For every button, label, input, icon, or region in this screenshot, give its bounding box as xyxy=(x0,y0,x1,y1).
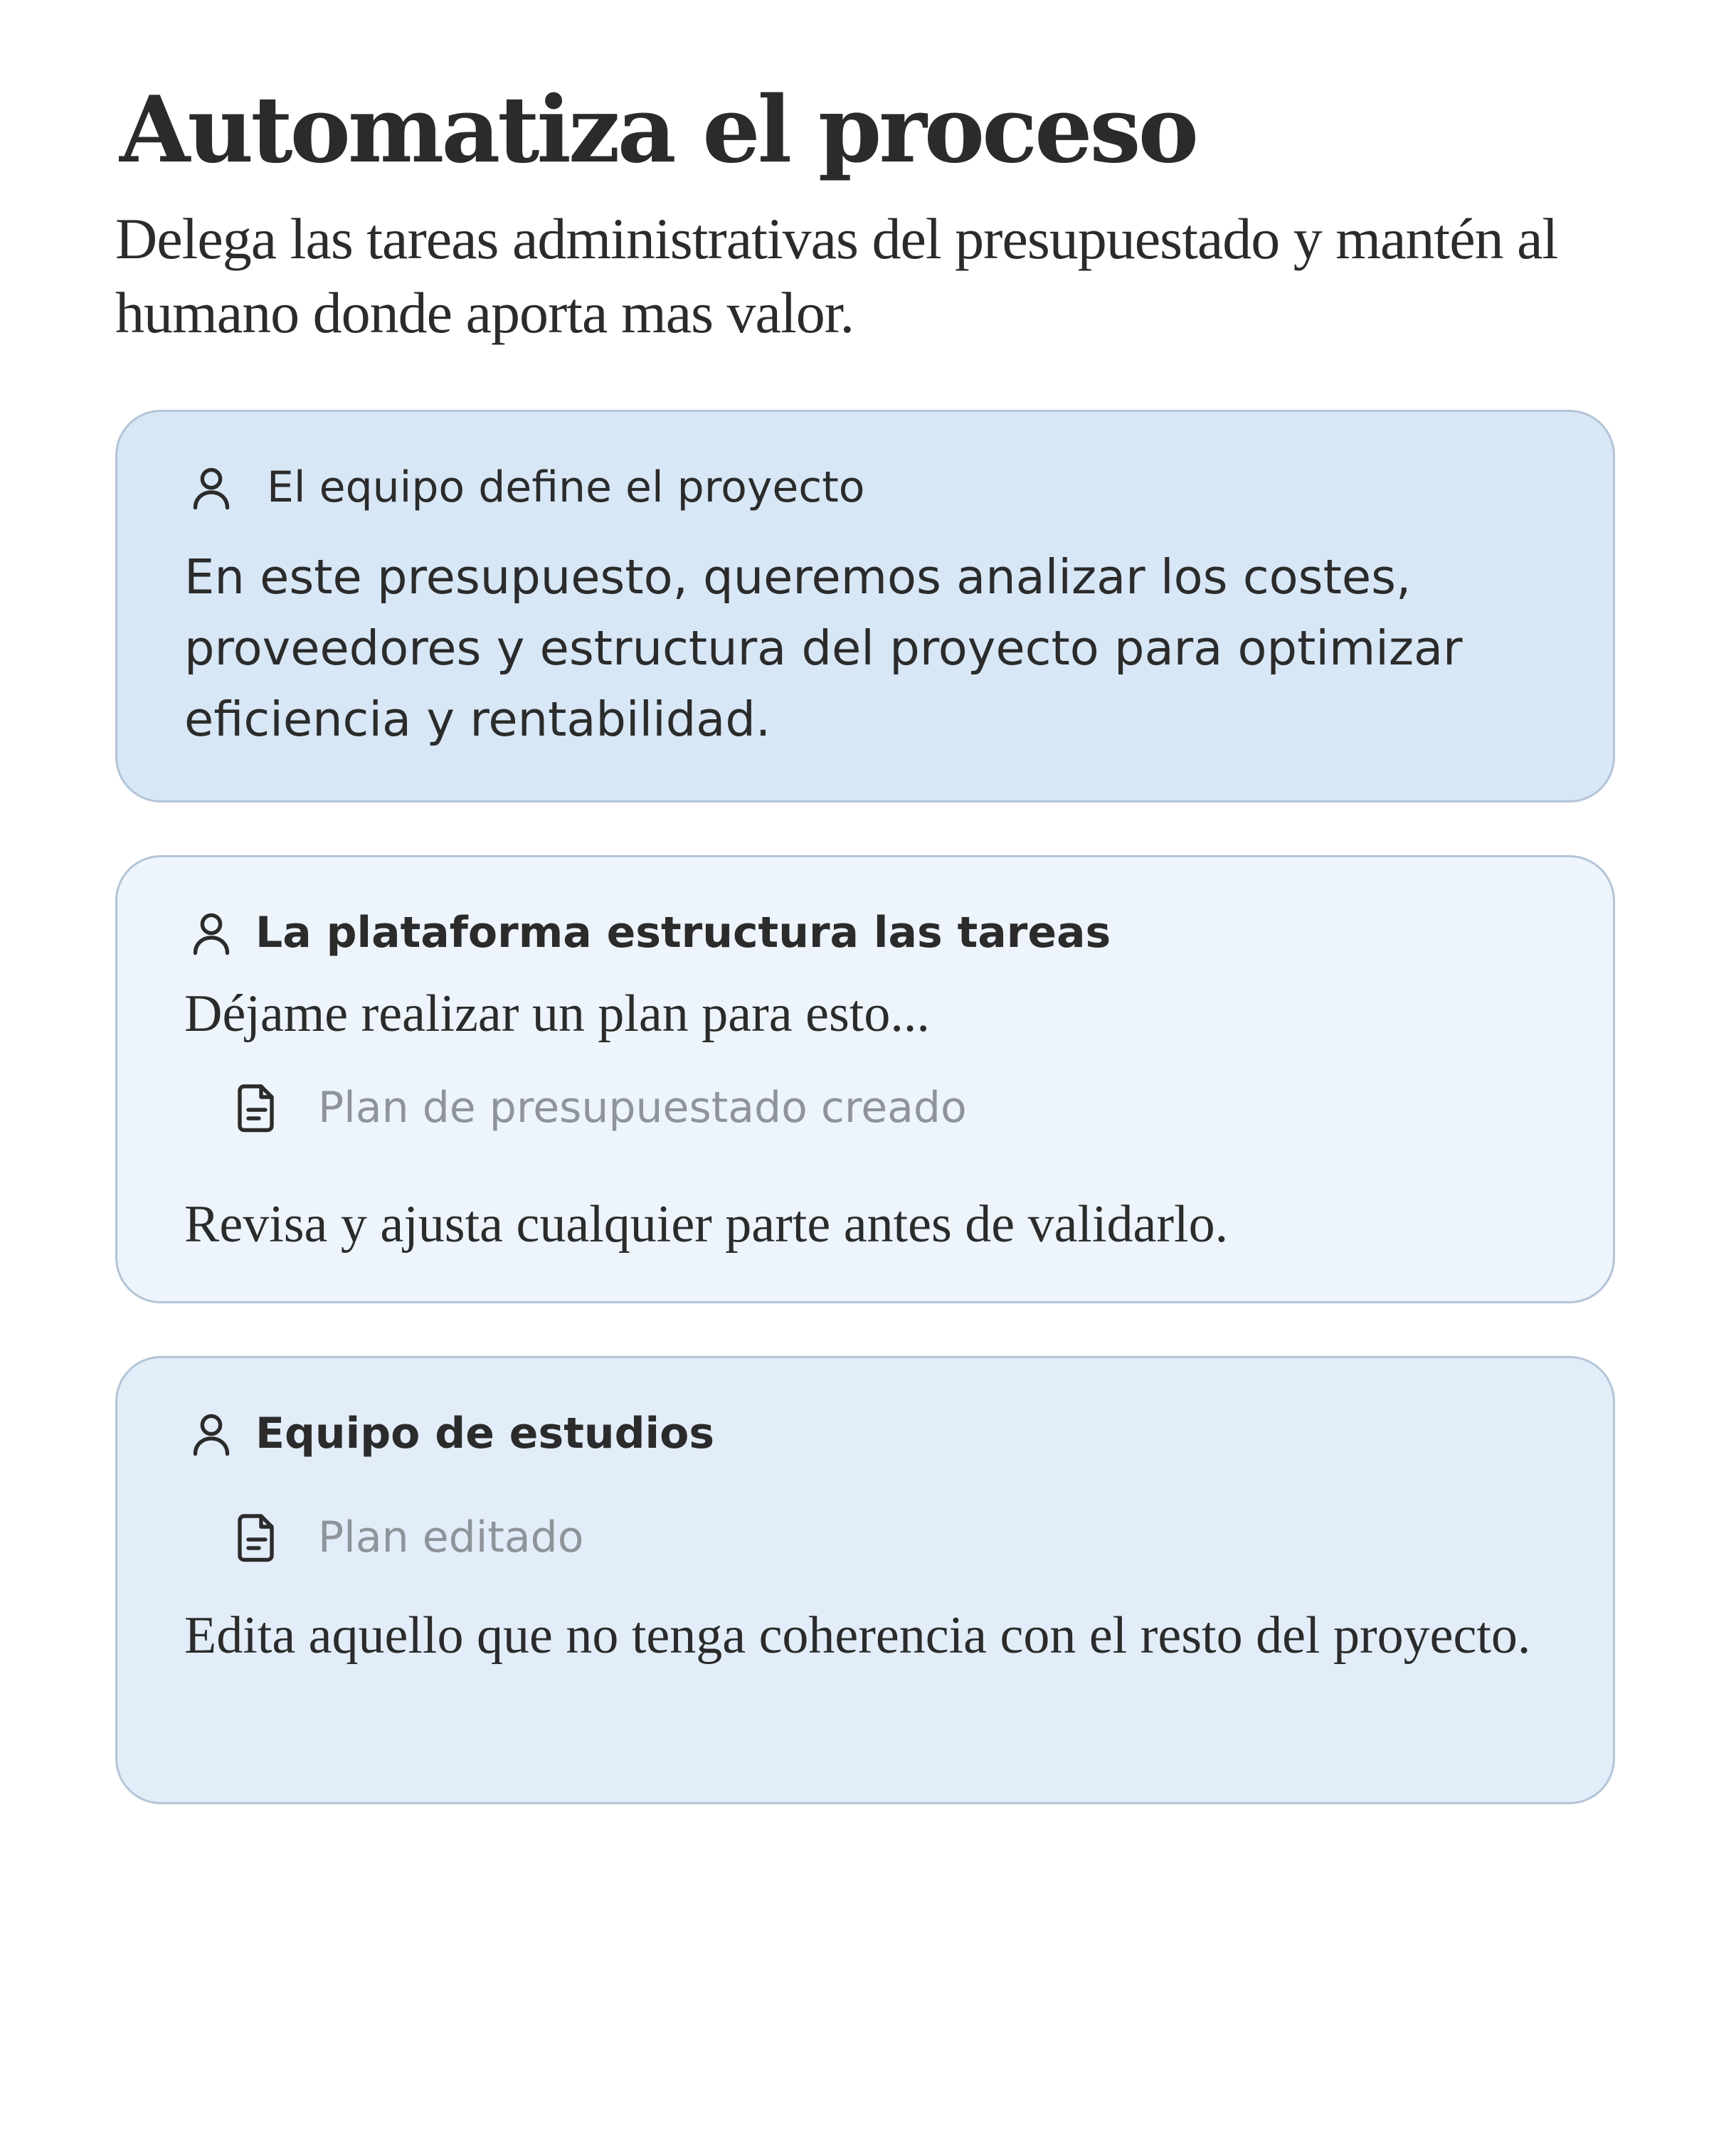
card-body-text: Edita aquello que no tenga coherencia con el resto del proyecto. xyxy=(184,1606,1531,1665)
step-card-studies-team xyxy=(115,1356,1615,1804)
card-header xyxy=(186,904,1111,961)
user-icon xyxy=(186,1408,237,1459)
document-attachment[interactable] xyxy=(231,1509,583,1566)
card-header-label: El equipo define el proyecto xyxy=(267,462,865,512)
card-intro-text: Déjame realizar un plan para esto... xyxy=(184,985,930,1043)
page-subtitle: Delega las tareas administrativas del presupuestado y mantén al humano donde aporta mas valor. xyxy=(115,206,1558,345)
card-body-text: Revisa y ajusta cualquier parte antes de validarlo. xyxy=(184,1195,1229,1254)
card-header-label: Equipo de estudios xyxy=(255,1409,715,1458)
document-label[interactable]: Plan editado xyxy=(318,1513,584,1562)
document-attachment[interactable] xyxy=(231,1079,967,1136)
step-card-platform-structures-tasks xyxy=(115,855,1615,1303)
user-icon xyxy=(186,907,237,958)
card-header-label: La plataforma estructura las tareas xyxy=(255,908,1111,958)
card-header xyxy=(186,1405,714,1462)
card-header xyxy=(186,459,864,516)
document-label[interactable]: Plan de presupuestado creado xyxy=(318,1083,967,1133)
user-icon xyxy=(186,462,237,513)
step-card-team-defines-project xyxy=(115,410,1615,802)
page-title: Automatiza el proceso xyxy=(120,77,1196,184)
document-icon xyxy=(231,1510,282,1564)
document-icon xyxy=(231,1081,282,1135)
card-body-text: En este presupuesto, queremos analizar los costes, proveedores y estructura del proyecto para optimizar eficiencia y rentabilidad. xyxy=(184,549,1463,747)
